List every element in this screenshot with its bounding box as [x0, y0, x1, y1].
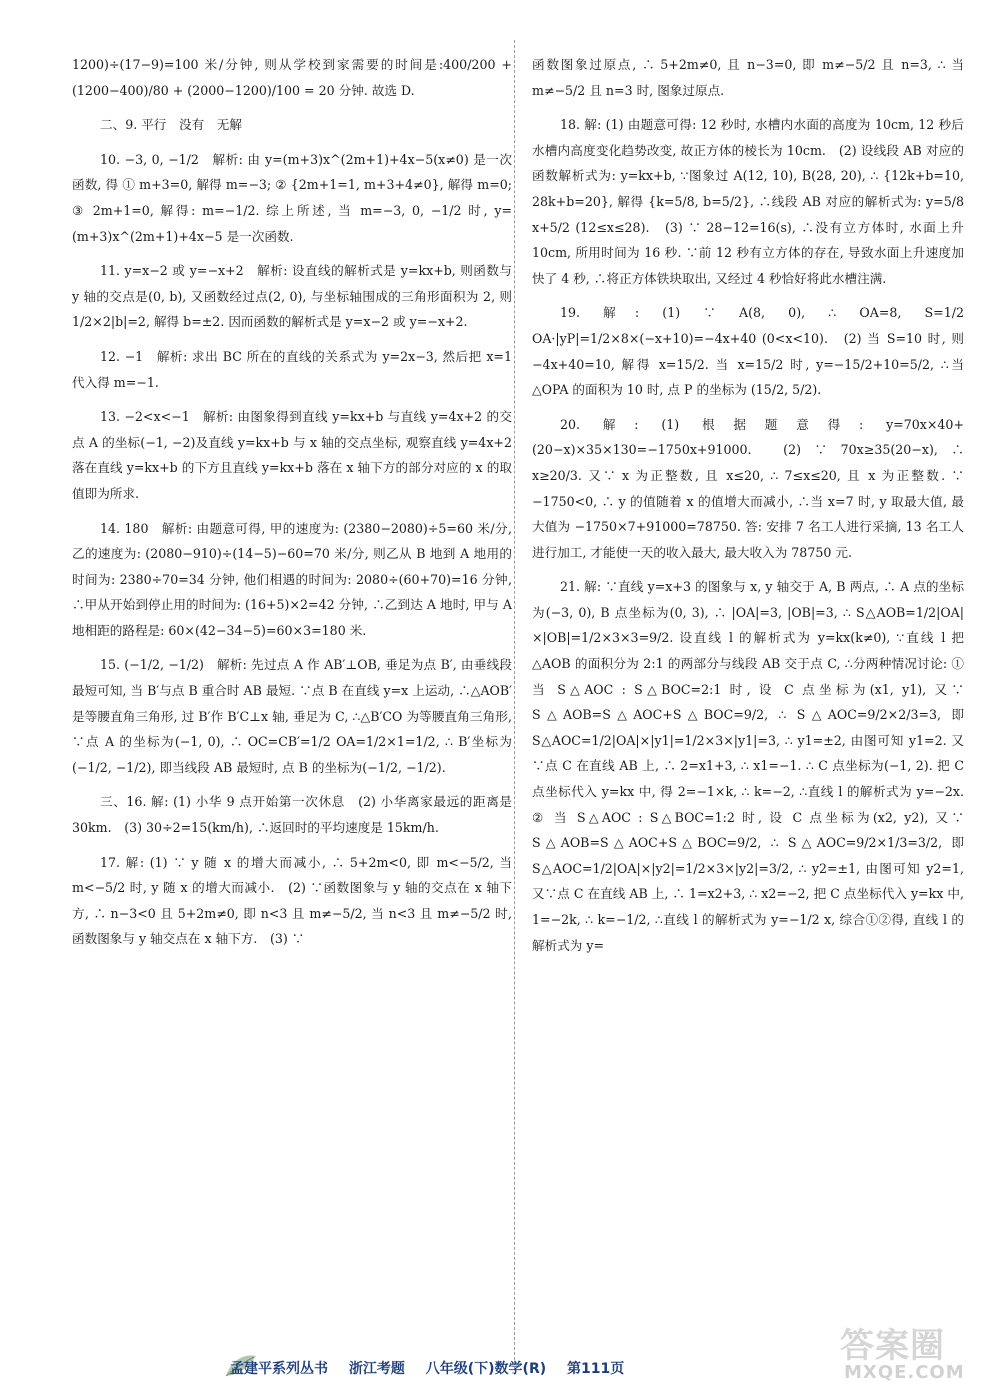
watermark-stamp [836, 1318, 986, 1390]
answer-9: 二、9. 平行 没有 无解 [100, 117, 242, 133]
left-column [72, 52, 512, 961]
answer-10: 10. −3, 0, −1/2 解析: 由 y=(m+3)x^(2m+1)+4x−5(x≠0) 是一次函数, 得 ① m+3=0, 解得 m=−3; ② {2m+1=1, m+3+4≠0}, 解得 m=0; ③ 2m+1=0, 解得: m=−1/2. 综上所述, 当 m=−3, 0, −1/2 时, y=(m+3)x^(2m+1)+4x−5 是一次函数. [72, 151, 512, 244]
answer-15: 15. (−1/2, −1/2) 解析: 先过点 A 作 AB′⊥OB, 垂足为点 B′, 由垂线段最短可知, 当 B′与点 B 重合时 AB 最短. ∵点 B 在直线 y=x 上运动, ∴△AOB′是等腰直角三角形, 过 B′作 B′C⊥x 轴, 垂足为 C, ∴△B′CO 为等腰直角三角形, ∵点 A 的坐标为(−1, 0), ∴ OC=CB′=1/2 OA=1/2×1=1/2, ∴ B′坐标为(−1/2, −1/2), 即当线段 AB 最短时, 点 B 的坐标为(−1/2, −1/2). [72, 657, 512, 775]
watermark-site: MXQE.COM [844, 1362, 965, 1383]
answer-19: 19. 解: (1) ∵ A(8, 0), ∴ OA=8, S=1/2 OA·|yP|=1/2×8×(−x+10)=−4x+40 (0<x<10). (2) 当 S=10 时, 则 −4x+40=10, 解得 x=15/2. 当 x=15/2 时, y=−15/2+10=5/2, ∴当△OPA 的面积为 10 时, 点 P 的坐标为 (15/2, 5/2). [532, 305, 964, 398]
answer-13: 13. −2<x<−1 解析: 由图象得到直线 y=kx+b 与直线 y=4x+2 的交点 A 的坐标(−1, −2)及直线 y=kx+b 与 x 轴的交点坐标, 观察直线 y=4x+2 落在直线 y=kx+b 的下方且直线 y=kx+b 落在 x 轴下方的部分对应的 x 的取值即为所求. [72, 409, 512, 501]
answer-17: 17. 解: (1) ∵ y 随 x 的增大而减小, ∴ 5+2m<0, 即 m<−5/2, 当 m<−5/2 时, y 随 x 的增大而减小. (2) ∵函数图象与 y 轴的交点在 x 轴下方, ∴ n−3<0 且 5+2m≠0, 即 n<3 且 m≠−5/2, 当 n<3 且 m≠−5/2 时, 函数图象与 y 轴交点在 x 轴下方. (3) ∵ [72, 854, 512, 947]
answer-18: 18. 解: (1) 由题意可得: 12 秒时, 水槽内水面的高度为 10cm, 12 秒后水槽内高度变化趋势改变, 故正方体的棱长为 10cm. (2) 设线段 AB 对应的函数解析式为: y=kx+b, ∵图象过 A(12, 10), B(28, 20), ∴ {12k+b=10, 28k+b=20}, 解得 {k=5/8, b=5/2}, ∴线段 AB 对应的解析式为: y=5/8 x+5/2 (12≤x≤28). (3) ∵ 28−12=16(s), ∴没有立方体时, 水面上升 10cm, 所用时间为 16 秒. ∵前 12 秒有立方体的存在, 导致水面上升速度加快了 4 秒, ∴将正方体铁块取出, 又经过 4 秒恰好将此水槽注满. [532, 117, 964, 286]
footer-page-number: 第111页 [567, 1361, 625, 1377]
answer-12: 12. −1 解析: 求出 BC 所在的直线的关系式为 y=2x−3, 然后把 x=1 代入得 m=−1. [72, 348, 512, 390]
right-column [532, 52, 964, 967]
footer-title: 浙江考题 [348, 1361, 405, 1377]
footer-grade-subject: 八年级(下)数学(R) [425, 1361, 547, 1377]
solution-continuation-17: 函数图象过原点, ∴ 5+2m≠0, 且 n−3=0, 即 m≠−5/2 且 n=3, ∴ 当 m≠−5/2 且 n=3 时, 图象过原点. [532, 57, 964, 98]
page-footer [230, 1358, 790, 1386]
answer-16: 三、16. 解: (1) 小华 9 点开始第一次休息 (2) 小华离家最远的距离是 30km. (3) 30÷2=15(km/h), ∴返回时的平均速度是 15km/h. [72, 794, 512, 836]
column-divider [514, 40, 515, 1370]
answer-11: 11. y=x−2 或 y=−x+2 解析: 设直线的解析式是 y=kx+b, 则函数与 y 轴的交点是(0, b), 又函数经过点(2, 0), 与坐标轴围成的三角形面积为 2, 则 1/2×2|b|=2, 解得 b=±2. 因而函数的解析式是 y=x−2 或 y=−x+2. [72, 263, 512, 330]
watermark-brand: 答案圈 [840, 1326, 945, 1366]
footer-series: 孟建平系列丛书 [230, 1361, 328, 1377]
answer-20: 20. 解: (1) 根据题意得: y=70x×40+(20−x)×35×130=−1750x+91000. (2) ∵ 70x≥35(20−x), ∴ x≥20/3. 又∵ x 为正整数, 且 x≤20, ∴ 7≤x≤20, 且 x 为正整数. ∵ −1750<0, ∴ y 的值随着 x 的值增大而减小, ∴当 x=7 时, y 取最大值, 最大值为 −1750×7+91000=78750. 答: 安排 7 名工人进行采摘, 13 名工人进行加工, 才能使一天的收入最大, 最大收入为 78750 元. [532, 416, 964, 560]
answer-21: 21. 解: ∵直线 y=x+3 的图象与 x, y 轴交于 A, B 两点, ∴ A 点的坐标为(−3, 0), B 点坐标为(0, 3), ∴ |OA|=3, |OB|=3, ∴ S△AOB=1/2|OA|×|OB|=1/2×3×3=9/2. 设直线 l 的解析式为 y=kx(k≠0), ∵直线 l 把△AOB 的面积分为 2:1 的两部分与线段 AB 交于点 C, ∴分两种情况讨论: ① 当 S△AOC : S△BOC=2:1 时, 设 C 点坐标为(x1, y1), 又∵ S△AOB=S△AOC+S△BOC=9/2, ∴ S△AOC=9/2×2/3=3, 即 S△AOC=1/2|OA|×|y1|=1/2×3×|y1|=3, ∴ y1=±2, 由图可知 y1=2. 又∵点 C 在直线 AB 上, ∴ 2=x1+3, ∴ x1=−1. ∴ C 点坐标为(−1, 2). 把 C 点坐标代入 y=kx 中, 得 2=−1×k, ∴ k=−2, ∴直线 l 的解析式为 y=−2x. ② 当 S△AOC : S△BOC=1:2 时, 设 C 点坐标为(x2, y2), 又∵ S△AOB=S△AOC+S△BOC=9/2, ∴ S△AOC=9/2×1/3=3/2, 即 S△AOC=1/2|OA|×|y2|=1/2×3×|y2|=3/2, ∴ y2=±1, 由图可知 y2=1, 又∵点 C 在直线 AB 上, ∴ 1=x2+3, ∴ x2=−2, 把 C 点坐标代入 y=kx 中, 1=−2k, ∴ k=−1/2, ∴直线 l 的解析式为 y=−1/2 x, 综合①②得, 直线 l 的解析式为 y= [532, 579, 964, 953]
solution-continuation-9: 1200)÷(17−9)=100 米/分钟, 则从学校到家需要的时间是:400/200 + (1200−400)/80 + (2000−1200)/100 = 20 分钟. 故选 D. [72, 57, 512, 98]
answer-14: 14. 180 解析: 由题意可得, 甲的速度为: (2380−2080)÷5=60 米/分, 乙的速度为: (2080−910)÷(14−5)−60=70 米/分, 则乙从 B 地到 A 地用的时间为: 2380÷70=34 分钟, 他们相遇的时间为: 2080÷(60+70)=16 分钟, ∴甲从开始到停止用的时间为: (16+5)×2=42 分钟, ∴乙到达 A 地时, 甲与 A 地相距的路程是: 60×(42−34−5)=60×3=180 米. [72, 520, 512, 638]
